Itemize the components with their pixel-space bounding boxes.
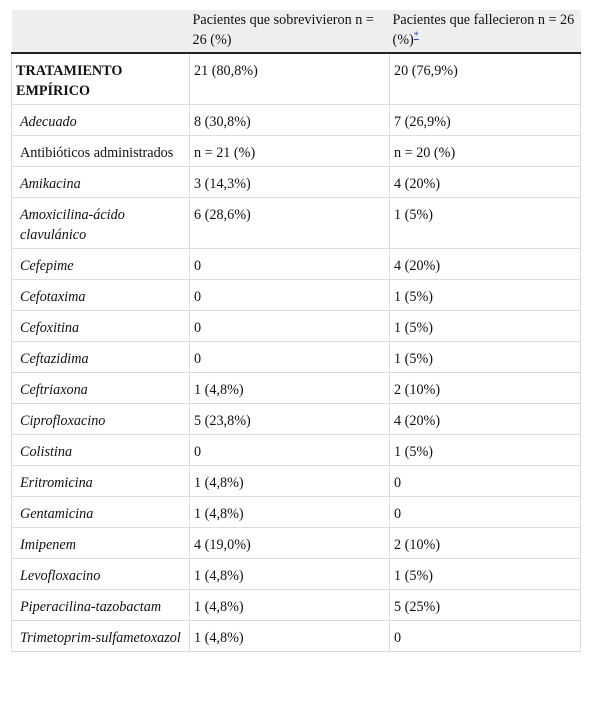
antibiotic-treatment-table — [11, 10, 581, 652]
survivors-value: 4 (19,0%) — [190, 528, 390, 559]
survivors-value: n = 21 (%) — [190, 136, 390, 167]
deceased-value: 5 (25%) — [390, 590, 581, 621]
survivors-value: 1 (4,8%) — [190, 497, 390, 528]
deceased-value: 4 (20%) — [390, 249, 581, 280]
row-label: Cefoxitina — [12, 311, 190, 342]
table-row — [12, 497, 581, 528]
survivors-value: 0 — [190, 280, 390, 311]
row-label: Cefepime — [12, 249, 190, 280]
row-label: Levofloxacino — [12, 559, 190, 590]
header-empty-cell — [12, 10, 190, 53]
row-label: TRATAMIENTO EMPÍRICO — [12, 53, 190, 105]
deceased-value: 20 (76,9%) — [390, 53, 581, 105]
survivors-value: 6 (28,6%) — [190, 198, 390, 249]
table-row — [12, 311, 581, 342]
row-label: Ceftazidima — [12, 342, 190, 373]
table-row — [12, 280, 581, 311]
survivors-value: 0 — [190, 249, 390, 280]
survivors-value: 1 (4,8%) — [190, 621, 390, 652]
table-row — [12, 621, 581, 652]
row-label: Eritromicina — [12, 466, 190, 497]
deceased-value: 1 (5%) — [390, 280, 581, 311]
deceased-value: 7 (26,9%) — [390, 105, 581, 136]
survivors-value: 1 (4,8%) — [190, 590, 390, 621]
survivors-value: 5 (23,8%) — [190, 404, 390, 435]
survivors-value: 0 — [190, 311, 390, 342]
deceased-value: 4 (20%) — [390, 167, 581, 198]
row-label: Piperacilina-tazobactam — [12, 590, 190, 621]
table-row — [12, 528, 581, 559]
table-row — [12, 105, 581, 136]
deceased-value: 0 — [390, 497, 581, 528]
table-body — [12, 53, 581, 652]
survivors-value: 1 (4,8%) — [190, 559, 390, 590]
deceased-value: n = 20 (%) — [390, 136, 581, 167]
table-row — [12, 466, 581, 497]
survivors-value: 1 (4,8%) — [190, 373, 390, 404]
deceased-value: 0 — [390, 621, 581, 652]
survivors-value: 0 — [190, 342, 390, 373]
deceased-value: 1 (5%) — [390, 559, 581, 590]
table-row — [12, 590, 581, 621]
deceased-value: 1 (5%) — [390, 342, 581, 373]
table-row — [12, 342, 581, 373]
header-survivors-label: Pacientes que sobrevivieron n = 26 (%) — [192, 12, 374, 48]
deceased-value: 1 (5%) — [390, 435, 581, 466]
header-survivors — [190, 10, 390, 53]
footnote-link[interactable]: * — [413, 30, 419, 42]
row-label: Antibióticos administrados — [12, 136, 190, 167]
row-label: Adecuado — [12, 105, 190, 136]
survivors-value: 8 (30,8%) — [190, 105, 390, 136]
header-row — [12, 10, 581, 53]
table-row — [12, 559, 581, 590]
table-row — [12, 53, 581, 105]
deceased-value: 1 (5%) — [390, 198, 581, 249]
header-deceased-label: Pacientes que fallecieron n = 26 (%) — [392, 12, 575, 48]
survivors-value: 1 (4,8%) — [190, 466, 390, 497]
deceased-value: 2 (10%) — [390, 373, 581, 404]
survivors-value: 21 (80,8%) — [190, 53, 390, 105]
row-label: Amikacina — [12, 167, 190, 198]
table-row — [12, 198, 581, 249]
row-label: Colistina — [12, 435, 190, 466]
row-label: Amoxicilina-ácido clavulánico — [12, 198, 190, 249]
deceased-value: 1 (5%) — [390, 311, 581, 342]
table-row — [12, 167, 581, 198]
deceased-value: 2 (10%) — [390, 528, 581, 559]
table-row — [12, 404, 581, 435]
table-header — [12, 10, 581, 53]
header-deceased — [390, 10, 581, 53]
survivors-value: 0 — [190, 435, 390, 466]
row-label: Ciprofloxacino — [12, 404, 190, 435]
table-row — [12, 136, 581, 167]
survivors-value: 3 (14,3%) — [190, 167, 390, 198]
deceased-value: 0 — [390, 466, 581, 497]
deceased-value: 4 (20%) — [390, 404, 581, 435]
row-label: Imipenem — [12, 528, 190, 559]
row-label: Ceftriaxona — [12, 373, 190, 404]
table-row — [12, 249, 581, 280]
row-label: Cefotaxima — [12, 280, 190, 311]
row-label: Trimetoprim-sulfametoxazol — [12, 621, 190, 652]
row-label: Gentamicina — [12, 497, 190, 528]
table-row — [12, 435, 581, 466]
table-row — [12, 373, 581, 404]
